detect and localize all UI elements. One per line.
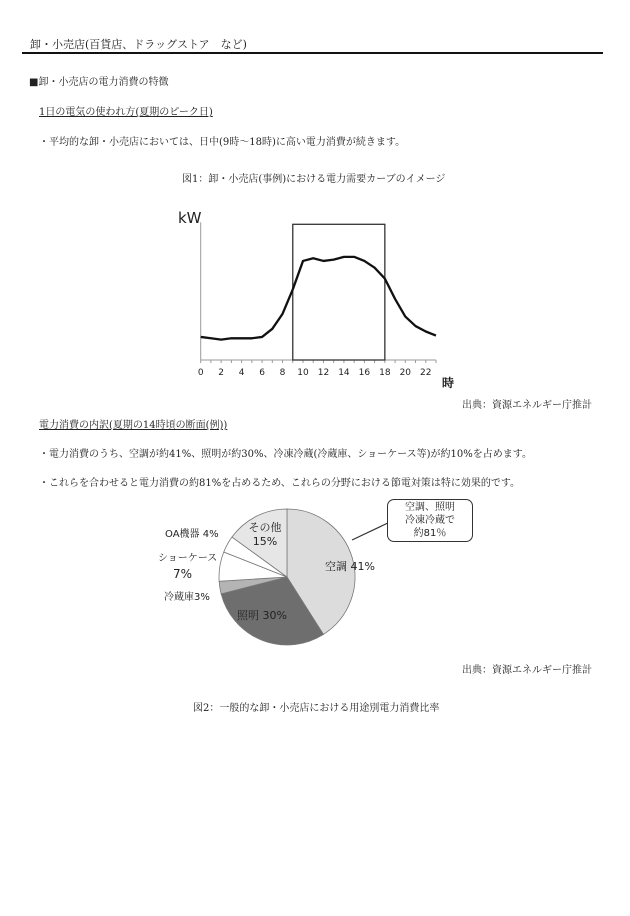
figure1-caption: 図1：卸・小売店(事例)における電力需要カーブのイメージ <box>182 174 446 185</box>
x-tick-label: 8 <box>279 368 286 378</box>
slice-label-showcase-pct: 7% <box>173 567 193 581</box>
figure2-caption: 図2：一般的な卸・小売店における用途別電力消費比率 <box>193 703 440 714</box>
figure1-source: 出典：資源エネルギー庁推計 <box>462 400 592 411</box>
breakdown-bullet-1: ・電力消費のうち、空調が約41%、照明が約30%、冷凍冷蔵(冷蔵庫、ショーケース等)が約10%を占めます。 <box>39 449 532 460</box>
x-tick-label: 22 <box>420 368 432 378</box>
daily-usage-heading: 1日の電気の使われ方(夏期のピーク日) <box>39 107 213 118</box>
slice-label-other-pct: 15% <box>252 535 278 548</box>
figure2-source: 出典：資源エネルギー庁推計 <box>462 665 592 676</box>
callout-box <box>387 499 473 542</box>
callout-line: 約81％ <box>413 528 447 539</box>
breakdown-heading: 電力消費の内訳(夏期の14時頃の断面(例)) <box>39 420 228 431</box>
x-tick-label: 16 <box>358 368 371 378</box>
peak-hours-box <box>293 224 385 360</box>
slice-label-showcase: ショーケース <box>158 553 218 564</box>
slice-label-oa: OA機器 4% <box>165 529 219 540</box>
callout-line: 冷凍冷蔵で <box>405 515 455 526</box>
x-tick-label: 20 <box>399 368 412 378</box>
x-tick-label: 2 <box>218 368 225 378</box>
x-axis-label: 時 <box>442 376 455 390</box>
slice-label-other: その他 <box>248 521 282 534</box>
x-tick-label: 6 <box>259 368 265 378</box>
slice-label-lighting: 照明 30% <box>237 609 287 622</box>
daily-usage-bullet: ・平均的な卸・小売店においては、日中(9時〜18時)に高い電力消費が続きます。 <box>39 137 406 148</box>
x-tick-label: 4 <box>238 368 245 378</box>
section-title: ■卸・小売店の電力消費の特徴 <box>29 77 169 88</box>
slice-label-fridge: 冷蔵庫3% <box>164 592 210 603</box>
demand-curve-line <box>201 257 436 340</box>
x-tick-label: 18 <box>379 368 391 378</box>
x-tick-label: 0 <box>197 368 204 378</box>
x-tick-label: 10 <box>297 368 309 378</box>
callout-pointer <box>352 522 390 540</box>
slice-label-aircon: 空調 41% <box>325 560 375 573</box>
callout-line: 空調、照明 <box>405 502 455 513</box>
breakdown-bullet-2: ・これらを合わせると電力消費の約81%を占めるため、これらの分野における節電対策は特に効果的です。 <box>39 478 521 489</box>
page-header-title: 卸・小売店(百貨店、ドラッグストア など) <box>30 38 247 51</box>
y-axis-label: kW <box>178 209 202 227</box>
x-tick-label: 14 <box>338 368 350 378</box>
x-tick-label: 12 <box>317 368 330 378</box>
